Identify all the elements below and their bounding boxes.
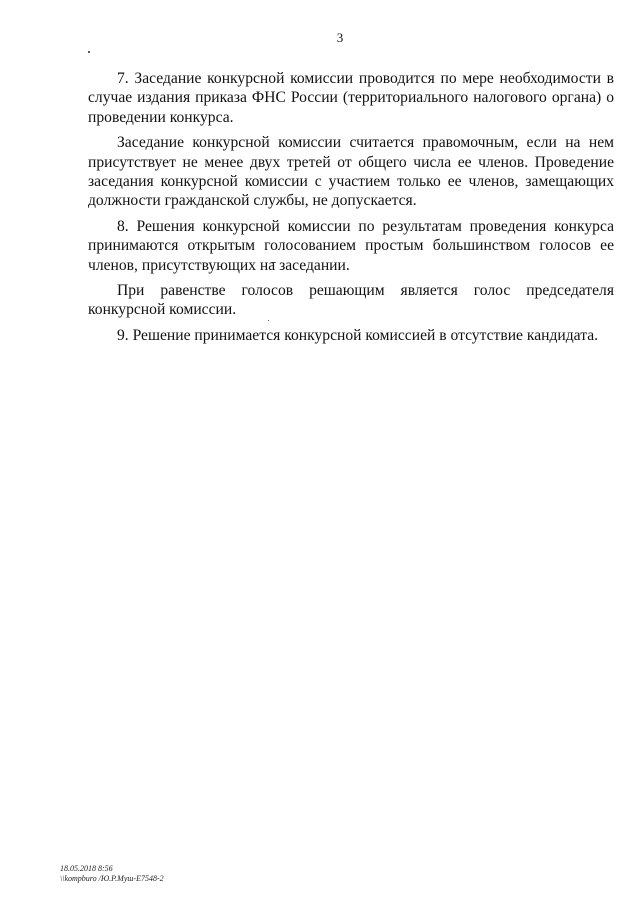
scan-speck [88,51,90,53]
footer-timestamp: 18.05.2018 8:56 [60,864,113,873]
page-number: 3 [336,30,344,45]
footer-path: \\kompburo /Ю.Р.Муш-E7548-2 [60,874,164,883]
paragraph-9: 9. Решение принимается конкурсной комиссией в отсутствие кандидата. [117,326,599,344]
document-footer [60,864,164,884]
paragraph-7: 7. Заседание конкурсной комиссии проводится по мере необходимости в случае издания приказа ФНС России (территориального налогового органа) о проведении конкурса. [88,70,614,126]
paragraph-quorum: Заседание конкурсной комиссии считается правомочным, если на нем присутствует не менее двух третей от общего числа ее членов. Проведение заседания конкурсной комиссии с участием только ее членов, замещающих должности гражданской службы, не допускается. [88,134,614,210]
paragraph-8: 8. Решения конкурсной комиссии по результатам проведения конкурса принимаются открытым голосованием простым большинством голосов ее членов, присутствующих на заседании. [88,217,614,274]
document-body [88,69,614,351]
paragraph-tie-vote: При равенстве голосов решающим является голос председателя конкурсной комиссии. [88,282,614,319]
